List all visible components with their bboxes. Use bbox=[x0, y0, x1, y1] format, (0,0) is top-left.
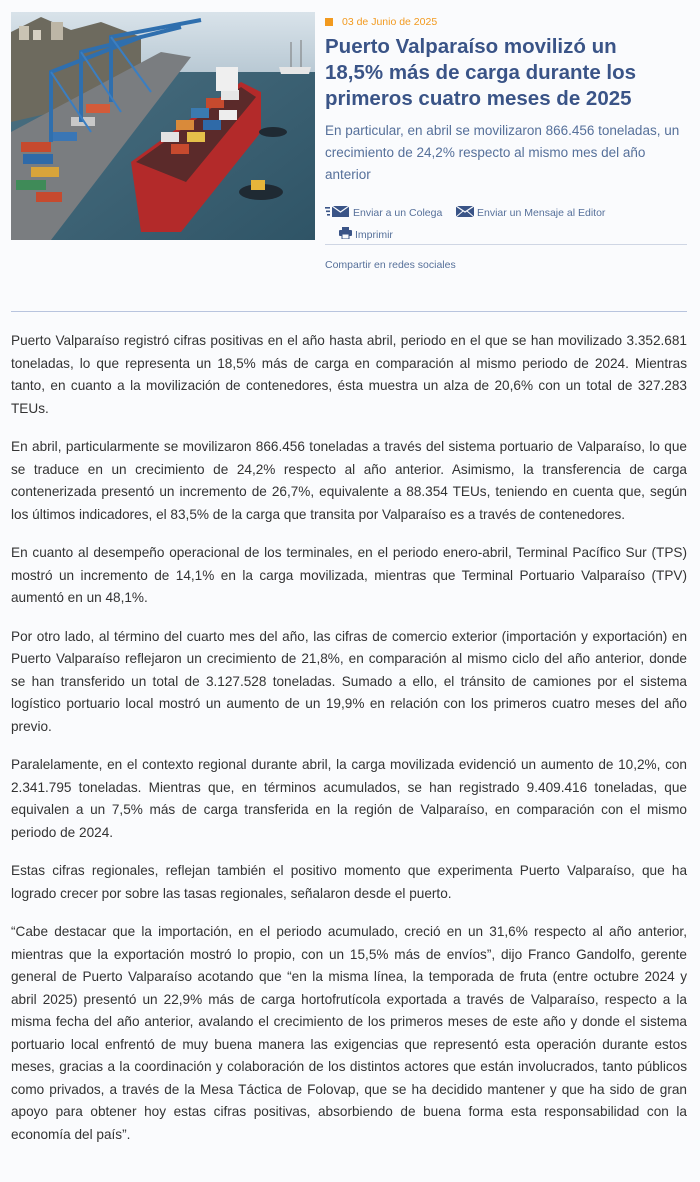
article-subtitle: En particular, en abril se movilizaron 866.456 toneladas, un crecimiento de 24,2% respecto al mismo mes del año anterior bbox=[325, 123, 680, 182]
article-paragraph: Paralelamente, en el contexto regional durante abril, la carga movilizada evidenció un aumento de 10,2%, con 2.341.795 toneladas. Mientras que, en términos acumulados, se han registrado 9.409.416 toneladas, que equivalen a un 7,5% más de carga transferida en la región de Valparaíso, en comparación con el mismo periodo de 2024. bbox=[11, 757, 687, 840]
article-title: Puerto Valparaíso movilizó un 18,5% más de carga durante los primeros cuatro meses de 2025 bbox=[325, 35, 637, 110]
date-row bbox=[325, 15, 687, 29]
send-colleague-label: Enviar a un Colega bbox=[353, 207, 443, 219]
header-divider bbox=[11, 311, 687, 312]
port-photo-icon bbox=[11, 12, 315, 240]
send-colleague-link[interactable] bbox=[325, 206, 442, 220]
article-paragraph: Puerto Valparaíso registró cifras positivas en el año hasta abril, periodo en el que se han movilizado 3.352.681 toneladas, lo que representa un 18,5% más de carga en comparación al mismo periodo de 2024. Mientras tanto, en cuanto a la movilización de contenedores, ésta muestra un alza de 20,6% con un total de 327.283 TEUs. bbox=[11, 333, 687, 416]
printer-icon bbox=[339, 227, 352, 242]
article-paragraph: En abril, particularmente se movilizaron 866.456 toneladas a través del sistema portuario de Valparaíso, lo que se traduce en un crecimiento de 24,2% respecto al año anterior. Asimismo, la transferencia de carga contenerizada presentó un incremento de 26,7%, equivalente a 88.354 TEUs, teniendo en cuenta que, según los últimos indicadores, el 83,5% de la carga que transita por Valparaíso es a través de contenedores. bbox=[11, 439, 687, 522]
article-image bbox=[11, 12, 315, 240]
article-paragraph: En cuanto al desempeño operacional de los terminales, en el periodo enero-abril, Terminal Pacífico Sur (TPS) mostró un incremento de 14,1% en la carga movilizada, mientras que Terminal Portuario Valparaíso (TPV) aumentó en un 48,1%. bbox=[11, 545, 687, 605]
envelope-icon bbox=[456, 206, 474, 220]
article-body bbox=[11, 330, 687, 1162]
send-email-icon bbox=[325, 206, 350, 220]
send-editor-link[interactable] bbox=[456, 206, 605, 220]
article-paragraph: “Cabe destacar que la importación, en el periodo acumulado, creció en un 31,6% respecto al año anterior, mientras que la exportación mostró lo propio, con un 15,5% más de envíos”, dijo Franco Gandolfo, gerente general de Puerto Valparaíso acotando que “en la misma línea, la temporada de fruta (entre octubre 2024 y abril 2025) presentó un 22,9% más de carga hortofrutícola exportada a través de Valparaíso, respecto a la misma fecha del año anterior, avalando el crecimiento de los primeros meses de este año y donde el sistema portuario local enfrentó de muy buena manera las exigencias que representó esta operación durante estos meses, gracias a la coordinación y colaboración de los distintos actores que están involucrados, tanto públicos como privados, a través de la Mesa Táctica de Folovap, que se ha decidido mantener y que ha sido de gran apoyo para obtener hoy estas cifras positivas, absorbiendo de buena forma esta responsabilidad con la economía del país”. bbox=[11, 924, 687, 1142]
share-social-link[interactable]: Compartir en redes sociales bbox=[325, 259, 456, 271]
article-header bbox=[325, 15, 687, 186]
date-marker-icon bbox=[325, 18, 333, 26]
article-actions bbox=[325, 204, 687, 245]
print-label: Imprimir bbox=[355, 228, 393, 241]
article-paragraph: Estas cifras regionales, reflejan también el positivo momento que experimenta Puerto Valparaíso, que ha logrado crecer por sobre las tasas regionales, señalaron desde el puerto. bbox=[11, 863, 687, 901]
send-editor-label: Enviar un Mensaje al Editor bbox=[477, 207, 606, 219]
print-link[interactable] bbox=[339, 227, 393, 242]
article-date: 03 de Junio de 2025 bbox=[342, 16, 438, 28]
article-paragraph: Por otro lado, al término del cuarto mes del año, las cifras de comercio exterior (importación y exportación) en Puerto Valparaíso reflejaron un crecimiento de 21,8%, en comparación al mismo ciclo del año anterior, donde se han transferido un total de 3.127.528 toneladas. Sumado a ello, el tránsito de camiones por el sistema logístico portuario local mostró un aumento de un 19,9% en relación con los primeros cuatro meses del año previo. bbox=[11, 628, 687, 734]
